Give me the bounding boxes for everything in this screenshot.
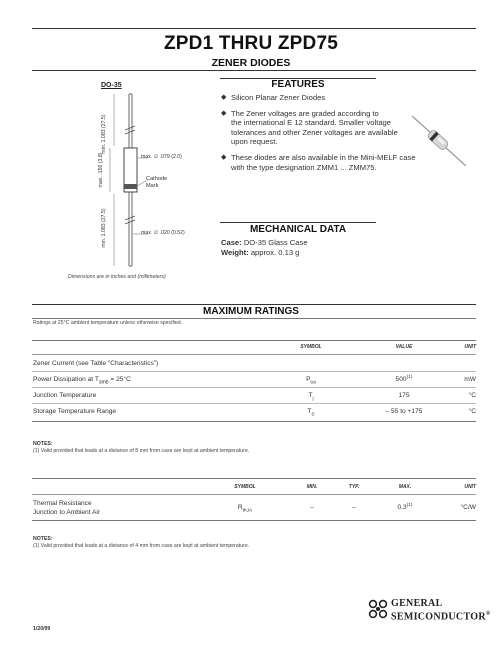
table-row: Storage Temperature Range [33, 408, 117, 415]
max-cell: 0.3$^{(1)}$ [397, 503, 413, 512]
min-cell: – [310, 504, 314, 511]
company-logo-text: GENERAL SEMICONDUCTOR® [391, 598, 491, 623]
col-typ: TYP. [348, 484, 360, 490]
lead-break-bottom [125, 216, 135, 224]
symbol-cell: $T_S$ [307, 408, 315, 418]
weight-line: Weight: approx. 0.13 g [221, 248, 300, 257]
ratings-notes-text: (1) Valid provided that leads at a distance of 8 mm from case are kept at ambient temperature. [33, 448, 250, 454]
diameter-icon: ∅ [153, 230, 159, 236]
ratings-note: Ratings at 25°C ambient temperature unless otherwise specified. [33, 320, 183, 326]
thermal-notes-heading: NOTES: [33, 536, 53, 542]
package-name: DO-35 [101, 82, 122, 89]
mechanical-rule [220, 222, 376, 223]
ratings-notes-heading: NOTES: [33, 441, 53, 447]
unit-cell: °C/W [460, 504, 476, 511]
table-row: Thermal Resistance Junction to Ambient Air [33, 500, 101, 516]
dim-label-body-dia: max. ∅ .079 (2.0) [141, 154, 182, 160]
mechanical-heading: MECHANICAL DATA [249, 224, 347, 235]
feature-item: ◆ The Zener voltages are graded according to the international E 12 standard. Smaller voltage tolerances and other Zener voltages are available upon request. [221, 108, 398, 147]
table-row: Power Dissipation at $T_{amb} = 25^\circ C$ [33, 376, 131, 386]
features-heading: FEATURES [271, 79, 325, 90]
dim-label-lead-bottom: min. 1.083 (27.5) [101, 208, 107, 248]
gs-logo-icon [367, 598, 389, 620]
diode-outline-drawing [60, 88, 210, 278]
dimensions-note: Dimensions are in inches and (millimeters) [68, 274, 166, 280]
dim-label-lead-top: min. 1.083 (27.5) [101, 114, 107, 154]
diamond-bullet-icon: ◆ [221, 94, 227, 101]
unit-cell: mW [464, 376, 476, 383]
col-min: MIN. [306, 484, 318, 490]
col-unit: UNIT [464, 484, 476, 490]
diamond-bullet-icon: ◆ [221, 153, 227, 161]
table-row: Zener Current (see Table “Characteristics”) [33, 360, 159, 367]
col-unit: UNIT [464, 344, 476, 350]
symbol-cell: $T_j$ [308, 392, 314, 402]
symbol-cell: $R_{thJA}$ [237, 504, 253, 514]
value-cell: 175 [398, 392, 410, 399]
cathode-mark-label: Cathode Mark [146, 176, 168, 189]
cathode-band [124, 184, 137, 189]
table-row: Junction Temperature [33, 392, 97, 399]
col-symbol: SYMBOL [300, 344, 322, 350]
unit-cell: °C [468, 408, 476, 415]
diode-photo [410, 112, 470, 170]
lead-break-top [125, 126, 135, 134]
diamond-bullet-icon: ◆ [221, 109, 227, 117]
registered-mark: ® [485, 611, 491, 617]
ratings-heading: MAXIMUM RATINGS [203, 306, 299, 317]
col-max: MAX. [398, 484, 412, 490]
top-rule [32, 28, 476, 29]
unit-cell: °C [468, 392, 476, 399]
typ-cell: – [352, 504, 356, 511]
value-cell: – 55 to +175 [385, 408, 423, 415]
page-title: ZPD1 THRU ZPD75 [163, 33, 339, 54]
col-value: VALUE [395, 344, 413, 350]
value-cell: 500$^{(1)}$ [395, 375, 413, 384]
symbol-cell: $P_{tot}$ [306, 376, 316, 386]
ratings-top-rule [32, 304, 476, 305]
feature-item: ◆ These diodes are also available in the Mini-MELF case with the type designation ZMM1 ... ZMM75. [221, 152, 416, 172]
case-line: Case: DO-35 Glass Case [221, 238, 308, 247]
page-subtitle: ZENER DIODES [211, 57, 291, 69]
col-symbol: SYMBOL [234, 484, 256, 490]
feature-item: ◆ Silicon Planar Zener Diodes [221, 93, 326, 102]
dim-label-body: max. .150 (3.8) [98, 152, 104, 188]
document-date: 1/20/99 [33, 626, 51, 632]
header-rule [32, 70, 476, 71]
dim-label-lead-dia: max. ∅ .020 (0.52) [141, 230, 185, 236]
diameter-icon: ∅ [153, 154, 159, 160]
thermal-notes-text: (1) Valid provided that leads at a distance of 4 mm from case are kept at ambient temperature. [33, 543, 250, 549]
